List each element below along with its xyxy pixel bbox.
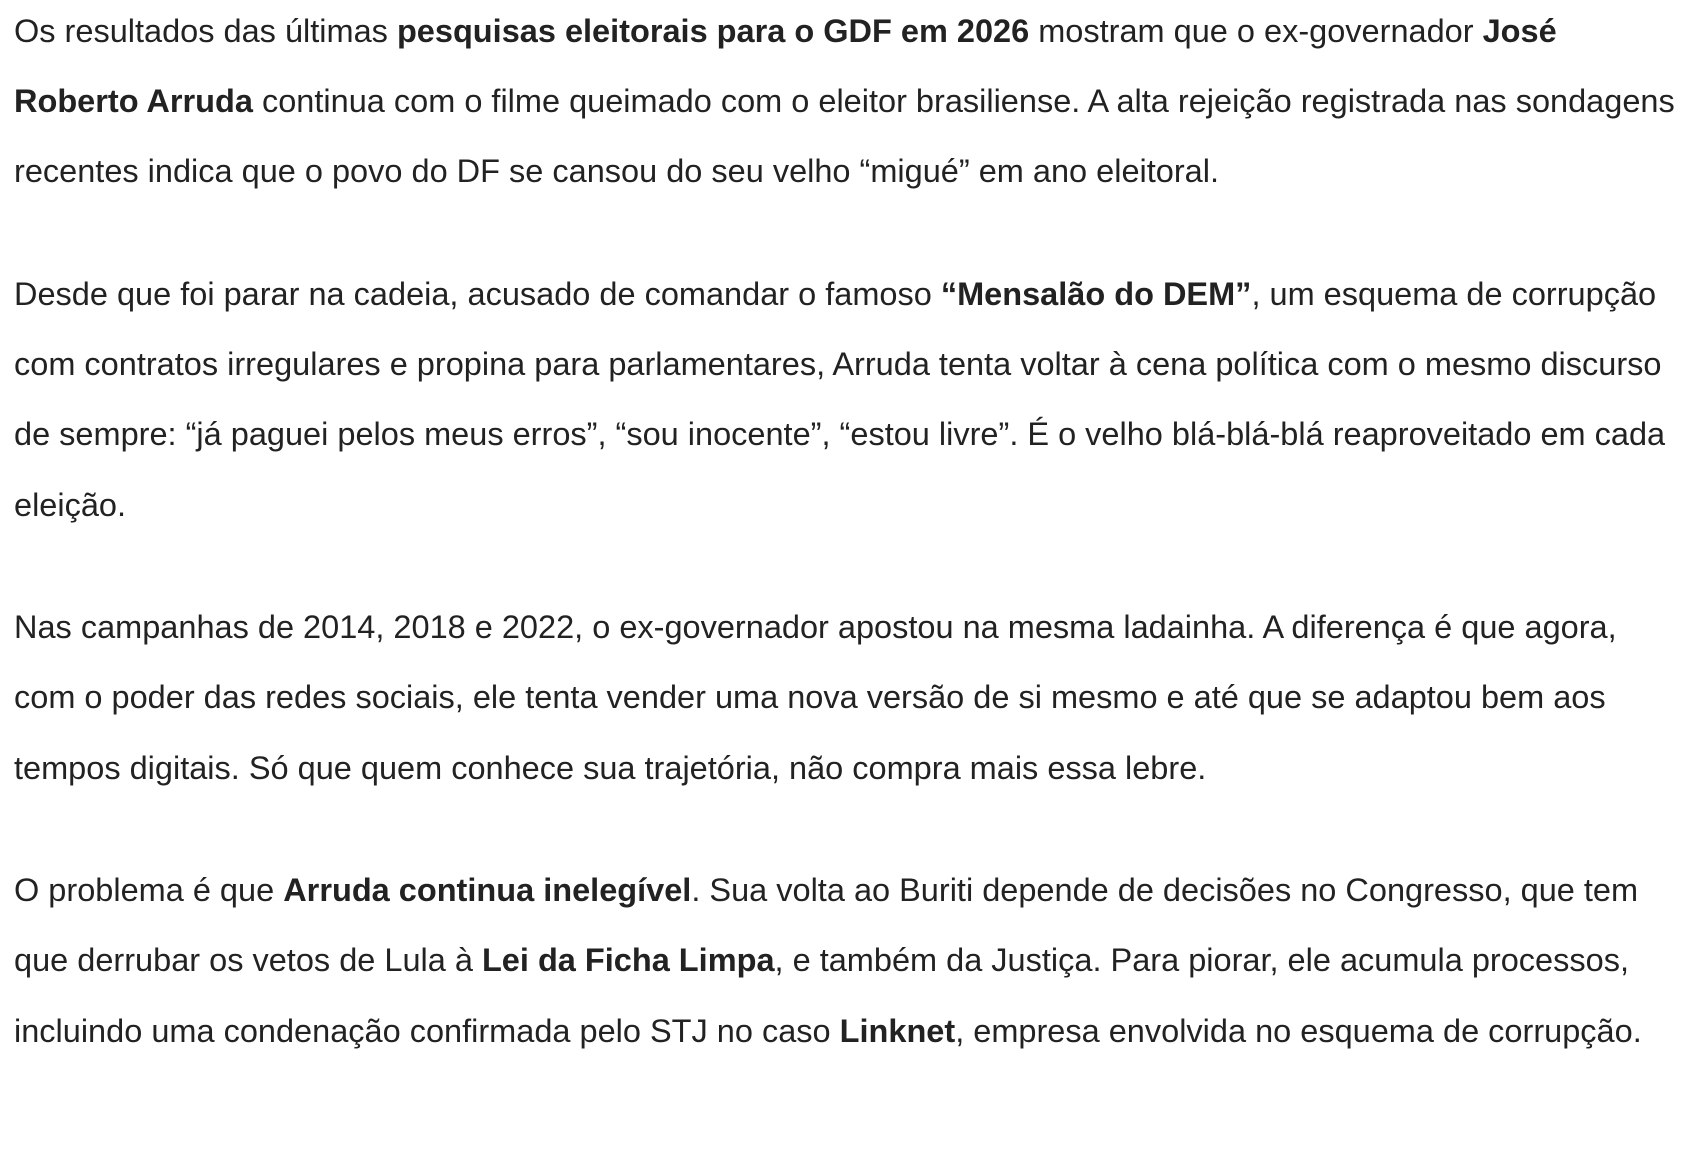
text-segment: mostram que o ex-governador <box>1029 13 1483 49</box>
text-segment: , empresa envolvida no esquema de corrupção. <box>955 1012 1642 1049</box>
text-segment: . Sua volta ao Buriti depende de decisões no Congresso, que tem que derrubar os vetos de Lula à <box>14 872 1639 979</box>
text-segment: Desde que foi parar na cadeia, acusado de comandar o famoso <box>14 276 941 312</box>
bold-text-segment: “Mensalão do DEM” <box>940 276 1252 312</box>
text-segment: Nas campanhas de 2014, 2018 e 2022, o ex-governador apostou na mesma ladainha. A diferença é que agora, com o poder das redes sociais, ele tenta vender uma nova versão de si mesmo e até que se adaptou bem aos tempos digitais. Só que quem conhece sua trajetória, não compra mais essa lebre. <box>14 609 1617 786</box>
paragraph-1 <box>14 0 1684 207</box>
text-segment: , um esquema de corrupção com contratos irregulares e propina para parlamentares, Arruda tenta voltar à cena política com o mesmo discurso de sempre: “já paguei pelos meus erros”, “sou inocente”, “estou livre”. É o velho blá-blá-blá reaproveitado em cada eleição. <box>14 276 1666 523</box>
paragraph-3 <box>14 592 1684 803</box>
bold-text-segment: Arruda continua inelegível <box>283 872 692 909</box>
bold-text-segment: José Roberto Arruda <box>14 13 1557 120</box>
article-body <box>14 0 1684 1118</box>
text-segment: Os resultados das últimas <box>14 13 397 49</box>
paragraph-4 <box>14 855 1684 1066</box>
text-segment: , e também da Justiça. Para piorar, ele acumula processos, incluindo uma condenação confirmada pelo STJ no caso <box>14 942 1629 1049</box>
text-segment: O problema é que <box>14 872 284 909</box>
bold-text-segment: Linknet <box>839 1012 956 1049</box>
paragraph-2 <box>14 259 1684 540</box>
bold-text-segment: Lei da Ficha Limpa <box>481 942 775 979</box>
bold-text-segment: pesquisas eleitorais para o GDF em 2026 <box>396 13 1030 49</box>
text-segment: continua com o filme queimado com o eleitor brasiliense. A alta rejeição registrada nas sondagens recentes indica que o povo do DF se cansou do seu velho “migué” em ano eleitoral. <box>14 83 1675 190</box>
